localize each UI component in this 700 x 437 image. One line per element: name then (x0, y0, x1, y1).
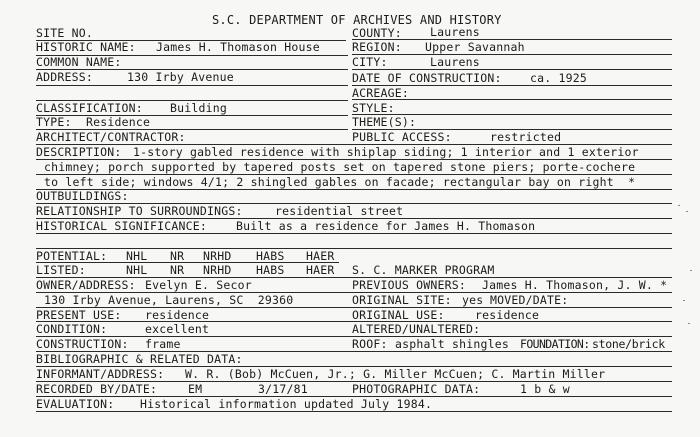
city-value: Laurens (430, 55, 480, 69)
foundation-value: stone/brick (592, 337, 665, 351)
rule (36, 189, 672, 190)
potential-haer: HAER (306, 249, 335, 263)
construction-label: CONSTRUCTION: (36, 337, 129, 351)
evaluation-label: EVALUATION: (36, 397, 115, 411)
photographic-label: PHOTOGRAPHIC DATA: (352, 382, 481, 396)
potential-label: POTENTIAL: (36, 249, 108, 263)
style-label: STYLE: (352, 101, 395, 115)
potential-nrhd: NRHD (203, 249, 232, 263)
recorded-date-value: 3/17/81 (258, 382, 308, 396)
recorded-label: RECORDED BY/DATE: (36, 382, 158, 396)
public-access-label: PUBLIC ACCESS: (352, 130, 452, 144)
relationship-value: residential street (275, 204, 404, 218)
historical-significance-label: HISTORICAL SIGNIFICANCE: (36, 219, 207, 233)
scan-speck (686, 211, 688, 212)
scan-speck (678, 205, 680, 206)
original-use-label: ORIGINAL USE: (352, 308, 445, 322)
classification-label: CLASSIFICATION: (36, 101, 143, 115)
form-title: S.C. DEPARTMENT OF ARCHIVES AND HISTORY (212, 13, 502, 27)
date-construction-label: DATE OF CONSTRUCTION: (352, 71, 502, 85)
description-line-3: to left side; windows 4/1; 2 shingled gables on facade; rectangular bay on right * (44, 175, 636, 189)
marker-program-label: S. C. MARKER PROGRAM (352, 263, 495, 277)
scan-speck (683, 300, 685, 301)
rule (36, 115, 348, 116)
altered-label: ALTERED/UNALTERED: (352, 322, 481, 336)
rule (36, 233, 672, 234)
present-use-label: PRESENT USE: (36, 308, 122, 322)
potential-habs: HABS (256, 249, 285, 263)
listed-nr: NR (170, 263, 185, 277)
rule (352, 54, 672, 55)
evaluation-value: Historical information updated July 1984. (140, 397, 433, 411)
acreage-label: ACREAGE: (352, 86, 409, 100)
region-label: REGION: (352, 40, 402, 54)
city-label: CITY: (352, 55, 388, 69)
type-value: Residence (86, 115, 151, 129)
relationship-label: RELATIONSHIP TO SURROUNDINGS: (36, 204, 243, 218)
previous-owners-value: James H. Thomason, J. W. * (482, 278, 668, 292)
site-no-label: SITE NO. (36, 26, 93, 40)
listed-nrhd: NRHD (203, 263, 232, 277)
architect-label: ARCHITECT/CONTRACTOR: (36, 130, 186, 144)
listed-haer: HAER (306, 263, 335, 277)
bibliographic-label: BIBLIOGRAPHIC & RELATED DATA: (36, 352, 243, 366)
construction-value: frame (145, 337, 181, 351)
informant-value: W. R. (Bob) McCuen, Jr.; G. Miller McCuen; C. Martin Miller (185, 367, 606, 381)
potential-nhl: NHL (126, 249, 148, 263)
county-value: Laurens (430, 25, 480, 39)
public-access-value: restricted (490, 130, 562, 144)
date-construction-value: ca. 1925 (530, 71, 587, 85)
type-label: TYPE: (36, 115, 72, 129)
listed-nhl: NHL (126, 263, 148, 277)
previous-owners-label: PREVIOUS OWNERS: (352, 278, 466, 292)
rule (36, 85, 348, 86)
address-value: 130 Irby Avenue (127, 70, 234, 84)
rule (352, 69, 672, 70)
rule (36, 411, 672, 412)
original-use-value: residence (475, 308, 540, 322)
condition-label: CONDITION: (36, 322, 108, 336)
owner-address-label: OWNER/ADDRESS: (36, 278, 136, 292)
address-label: ADDRESS: (36, 70, 93, 84)
historic-name-value: James H. Thomason House (156, 40, 320, 54)
listed-habs: HABS (256, 263, 285, 277)
county-label: COUNTY: (352, 26, 402, 40)
moved-date-label: MOVED/DATE: (490, 293, 569, 307)
recorded-by-value: EM (188, 382, 203, 396)
description-label: DESCRIPTION: (36, 145, 122, 159)
present-use-value: residence (145, 308, 210, 322)
owner-address-value: 130 Irby Avenue, Laurens, SC 29360 (44, 293, 294, 307)
condition-value: excellent (145, 322, 210, 336)
description-line-2: chimney; porch supported by tapered posts set on tapered stone piers; porte-cochere (44, 160, 636, 174)
historical-significance-value: Built as a residence for James H. Thomason (236, 219, 536, 233)
themes-label: THEME(S): (352, 115, 417, 129)
roof-label: ROOF: (352, 337, 388, 351)
common-name-label: COMMON NAME: (36, 55, 122, 69)
historic-name-label: HISTORIC NAME: (36, 40, 136, 54)
region-value: Upper Savannah (425, 40, 525, 54)
outbuildings-label: OUTBUILDINGS: (36, 189, 129, 203)
potential-nr: NR (170, 249, 185, 263)
photographic-value: 1 b & w (520, 382, 570, 396)
informant-label: INFORMANT/ADDRESS: (36, 367, 165, 381)
roof-value: asphalt shingles (395, 337, 509, 351)
foundation-label: FOUNDATION: (520, 337, 590, 351)
original-site-label: ORIGINAL SITE: (352, 293, 452, 307)
description-line-1: 1-story gabled residence with shiplap siding; 1 interior and 1 exterior (133, 145, 639, 159)
rule (352, 99, 672, 100)
listed-label: LISTED: (36, 263, 86, 277)
owner-name-value: Evelyn E. Secor (145, 278, 252, 292)
scan-speck (688, 323, 690, 324)
classification-value: Building (170, 101, 227, 115)
original-site-value: yes (462, 293, 484, 307)
scan-speck (690, 270, 692, 271)
